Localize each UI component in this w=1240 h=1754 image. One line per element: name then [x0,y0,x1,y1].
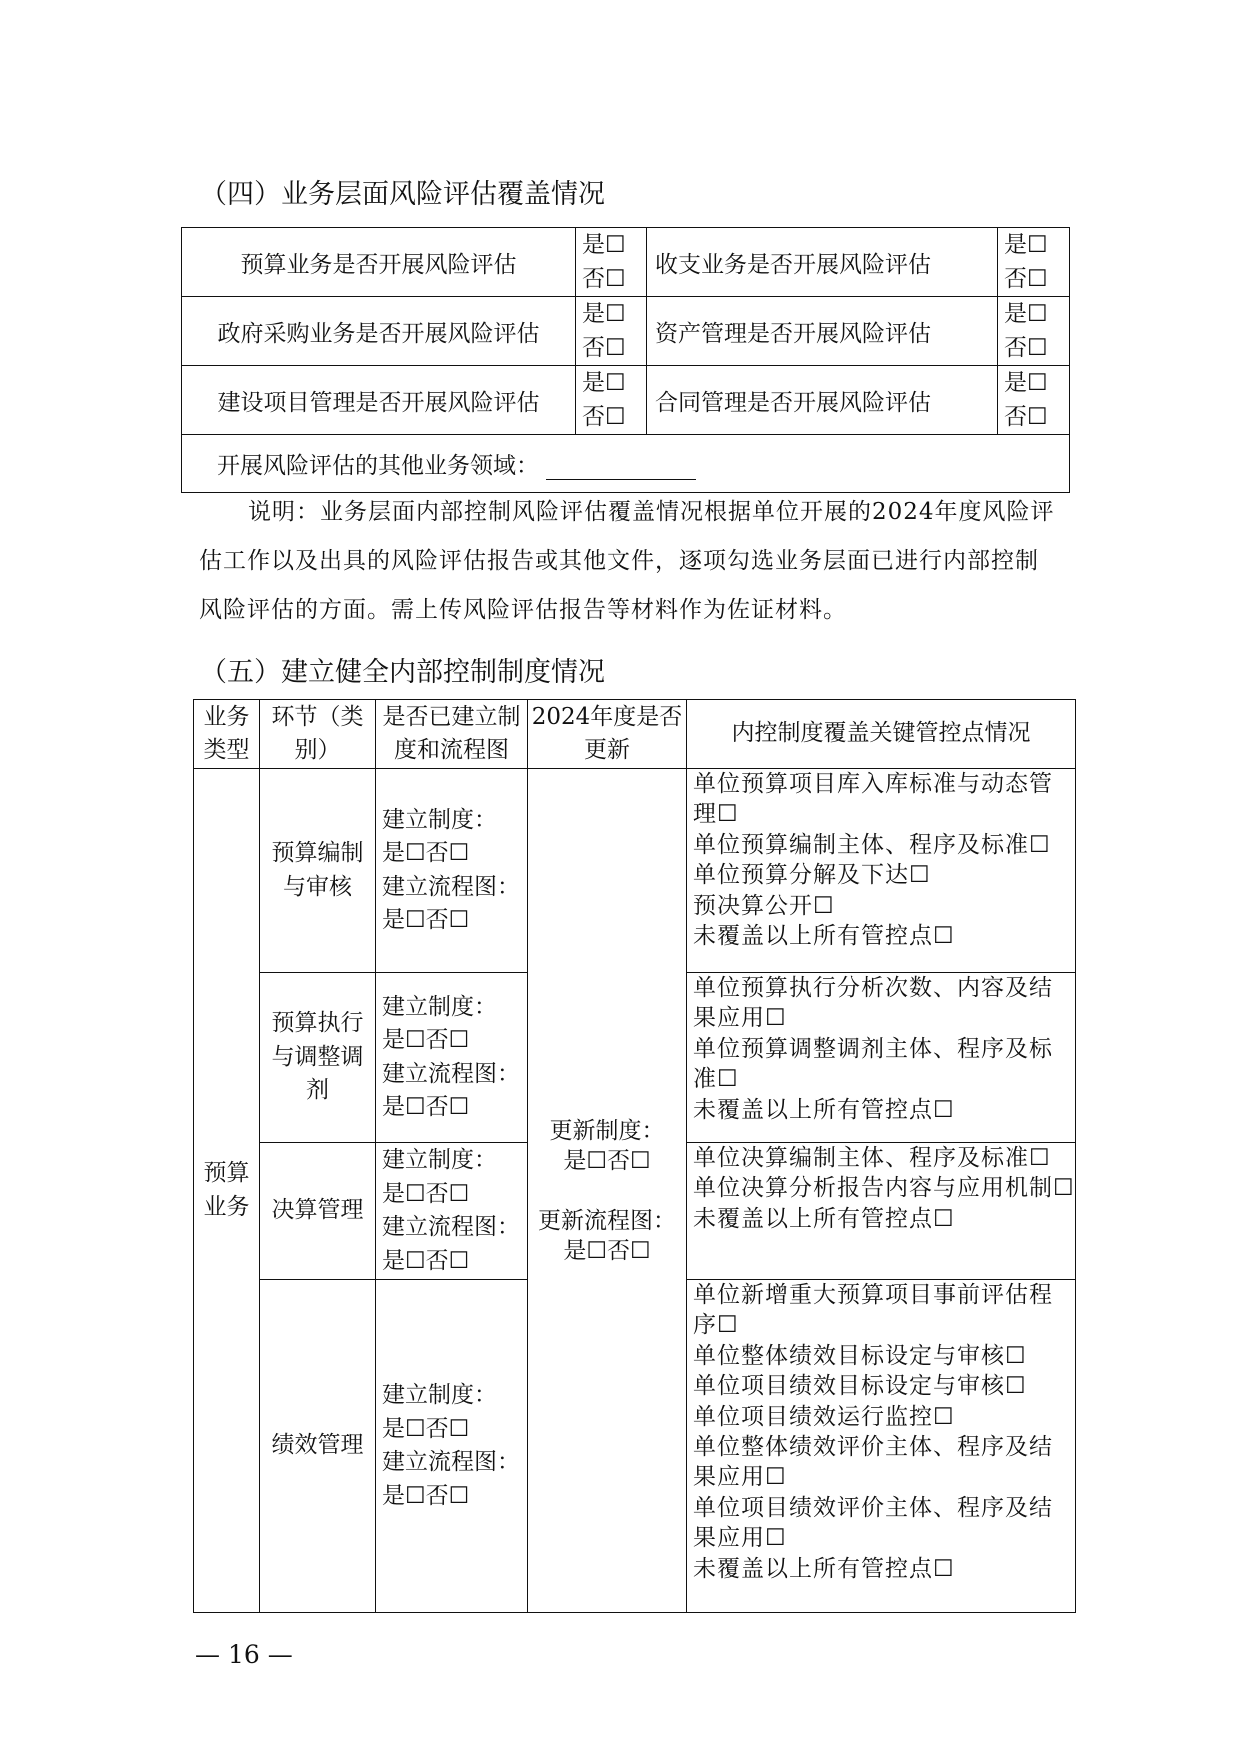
stage-name: 决算管理 [260,1143,376,1280]
key-point-checkbox[interactable]: 未覆盖以上所有管控点☐ [693,1096,955,1123]
establish-label: 建立流程图： [382,1449,520,1475]
yes-checkbox[interactable]: 是☐ [582,301,626,327]
establish-label: 建立流程图： [382,873,520,900]
yes-no-checkbox[interactable] [998,297,1070,366]
yes-checkbox[interactable]: 是☐ [1004,232,1048,258]
yes-no-checkbox[interactable] [576,228,647,297]
column-header: 2024年度是否更新 [528,700,687,769]
key-point-checkbox[interactable]: 单位项目绩效目标设定与审核☐ [693,1373,1027,1400]
yes-no-checkbox[interactable]: 是☐否☐ [382,1482,470,1509]
key-points-cell [687,1143,1076,1280]
key-point-checkbox[interactable]: 预决算公开☐ [693,892,835,919]
stage-name: 预算执行与调整调剂 [260,973,376,1143]
other-areas-input[interactable] [546,459,696,480]
establish-label: 建立流程图： [382,1060,520,1087]
key-point-checkbox[interactable]: 未覆盖以上所有管控点☐ [693,923,955,950]
update-cell[interactable] [528,769,687,1613]
page-number: — 16 — [195,1640,293,1669]
yes-no-checkbox[interactable]: 是☐否☐ [382,1415,470,1442]
establish-cell[interactable] [376,769,528,973]
key-point-checkbox[interactable]: 单位预算编制主体、程序及标准☐ [693,831,1051,858]
key-point-checkbox[interactable]: 单位决算分析报告内容与应用机制☐ [693,1175,1075,1202]
other-areas-label: 开展风险评估的其他业务领域： [217,453,539,479]
key-point-checkbox[interactable]: 单位预算分解及下达☐ [693,862,931,889]
yes-checkbox[interactable]: 是☐ [1004,301,1048,327]
key-point-checkbox[interactable]: 单位整体绩效目标设定与审核☐ [693,1342,1027,1369]
table-row [182,297,1070,366]
yes-no-checkbox[interactable] [576,297,647,366]
establish-label: 建立制度： [382,1147,497,1173]
key-point-checkbox[interactable]: 单位整体绩效评价主体、程序及结果应用☐ [693,1434,1053,1491]
key-point-checkbox[interactable]: 单位决算编制主体、程序及标准☐ [693,1145,1051,1171]
yes-no-checkbox[interactable]: 是☐否☐ [382,840,470,866]
question-label: 预算业务是否开展风险评估 [182,228,576,297]
section4-title: （四）业务层面风险评估覆盖情况 [200,179,605,210]
yes-no-checkbox[interactable]: 是☐否☐ [382,1247,470,1274]
no-checkbox[interactable]: 否☐ [582,266,626,292]
establish-cell[interactable] [376,1143,528,1280]
question-label: 收支业务是否开展风险评估 [647,228,998,297]
update-label: 更新流程图： [538,1207,676,1234]
establish-cell[interactable] [376,1280,528,1613]
column-header: 内控制度覆盖关键管控点情况 [687,700,1076,769]
establish-cell[interactable] [376,973,528,1143]
other-areas-row [182,435,1070,493]
yes-no-checkbox[interactable]: 是☐否☐ [563,1147,651,1174]
no-checkbox[interactable]: 否☐ [1004,335,1048,361]
key-point-checkbox[interactable]: 单位新增重大预算项目事前评估程序☐ [693,1282,1053,1339]
yes-no-checkbox[interactable]: 是☐否☐ [382,1094,470,1120]
stage-name: 绩效管理 [260,1280,376,1613]
business-type: 预算业务 [194,769,260,1613]
establish-label: 建立制度： [382,993,497,1020]
yes-checkbox[interactable]: 是☐ [582,232,626,258]
no-checkbox[interactable]: 否☐ [1004,404,1048,430]
yes-no-checkbox[interactable] [576,366,647,435]
yes-no-checkbox[interactable]: 是☐否☐ [563,1237,651,1264]
update-label: 更新制度： [549,1117,665,1144]
column-header: 业务类型 [194,700,260,769]
no-checkbox[interactable]: 否☐ [582,404,626,430]
column-header: 环节（类别） [260,700,376,769]
yes-no-checkbox[interactable]: 是☐否☐ [382,1027,470,1053]
table-row [182,228,1070,297]
column-header: 是否已建立制度和流程图 [376,700,528,769]
stage-name: 预算编制与审核 [260,769,376,973]
question-label: 政府采购业务是否开展风险评估 [182,297,576,366]
key-points-cell [687,973,1076,1143]
key-point-checkbox[interactable]: 未覆盖以上所有管控点☐ [693,1555,955,1582]
question-label: 建设项目管理是否开展风险评估 [182,366,576,435]
no-checkbox[interactable]: 否☐ [1004,266,1048,292]
section5-title: （五）建立健全内部控制制度情况 [200,657,605,688]
yes-checkbox[interactable]: 是☐ [1004,370,1048,396]
key-point-checkbox[interactable]: 单位预算调整调剂主体、程序及标准☐ [693,1035,1053,1093]
note-paragraph: 说明：业务层面内部控制风险评估覆盖情况根据单位开展的2024年度风险评估工作以及出具的风险评估报告或其他文件，逐项勾选业务层面已进行内部控制风险评估的方面。需上传风险评估报告等材料作为佐证材料。 [199,499,1055,623]
no-checkbox[interactable]: 否☐ [582,335,626,361]
internal-control-table [193,699,1076,1613]
key-points-cell [687,769,1076,973]
key-point-checkbox[interactable]: 单位项目绩效评价主体、程序及结果应用☐ [693,1494,1053,1552]
key-point-checkbox[interactable]: 单位预算项目库入库标准与动态管理☐ [693,771,1053,828]
yes-checkbox[interactable]: 是☐ [582,370,626,396]
table-row [182,366,1070,435]
yes-no-checkbox[interactable] [998,366,1070,435]
question-label: 资产管理是否开展风险评估 [647,297,998,366]
table-row [194,769,1076,973]
key-point-checkbox[interactable]: 单位预算执行分析次数、内容及结果应用☐ [693,975,1053,1032]
establish-label: 建立制度： [382,1382,497,1408]
key-point-checkbox[interactable]: 单位项目绩效运行监控☐ [693,1403,955,1430]
key-point-checkbox[interactable]: 未覆盖以上所有管控点☐ [693,1205,955,1232]
risk-assessment-table [181,227,1070,493]
question-label: 合同管理是否开展风险评估 [647,366,998,435]
yes-no-checkbox[interactable]: 是☐否☐ [382,1180,470,1207]
establish-label: 建立制度： [382,806,497,833]
yes-no-checkbox[interactable] [998,228,1070,297]
establish-label: 建立流程图： [382,1214,520,1240]
key-points-cell [687,1280,1076,1613]
yes-no-checkbox[interactable]: 是☐否☐ [382,907,470,933]
